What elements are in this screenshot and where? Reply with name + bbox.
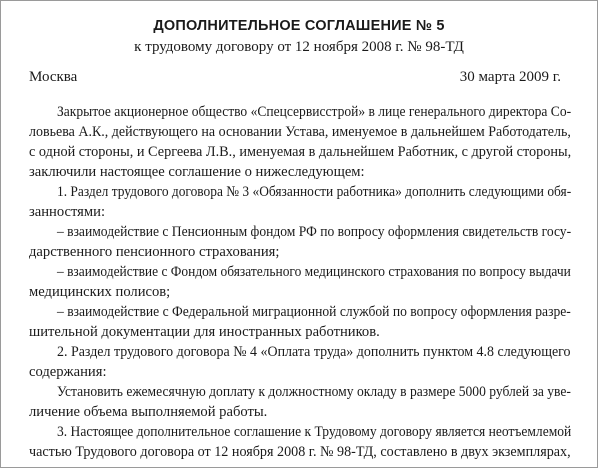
body-line: личение объема выполняемой работы. bbox=[29, 404, 268, 420]
body-line: – взаимодействие с Пенсионным фондом РФ по вопросу оформления свидетельств госу- bbox=[57, 224, 572, 240]
body-line: Установить ежемесячную доплату к должностному окладу в размере 5000 рублей за уве- bbox=[57, 384, 571, 400]
body-line: – взаимодействие с Фондом обязательного медицинского страхования по вопросу выдачи bbox=[57, 264, 571, 280]
body-line: медицинских полисов; bbox=[29, 284, 171, 300]
body-line: содержания: bbox=[29, 364, 107, 380]
body-line: – взаимодействие с Федеральной миграционной службой по вопросу оформления разре- bbox=[57, 304, 571, 320]
body-line: ловьева А.К., действующего на основании Устава, именуемое в дальнейшем Работодатель, bbox=[29, 124, 571, 140]
body-line: 3. Настоящее дополнительное соглашение к Трудовому договору является неотъемлемой bbox=[57, 424, 572, 440]
document-subtitle: к трудовому договору от 12 ноября 2008 г. № 98-ТД bbox=[134, 39, 464, 55]
document-date: 30 марта 2009 г. bbox=[459, 69, 561, 85]
document-city: Москва bbox=[29, 69, 78, 85]
body-line: с одной стороны, и Сергеева Л.В., именуемая в дальнейшем Работник, с другой стороны, bbox=[29, 144, 572, 160]
body-line: дарственного пенсионного страхования; bbox=[29, 244, 280, 260]
body-line: 1. Раздел трудового договора № 3 «Обязанности работника» дополнить следующими обя- bbox=[57, 184, 572, 200]
body-line: занностями: bbox=[29, 204, 105, 220]
body-line: 2. Раздел трудового договора № 4 «Оплата труда» дополнить пунктом 4.8 следующего bbox=[57, 344, 571, 360]
body-line: Закрытое акционерное общество «Спецсервисстрой» в лице генерального директора Со- bbox=[57, 104, 572, 120]
document-title: ДОПОЛНИТЕЛЬНОЕ СОГЛАШЕНИЕ № 5 bbox=[153, 18, 445, 34]
body-line: частью Трудового договора от 12 ноября 2008 г. № 98-ТД, составлено в двух экземплярах, bbox=[29, 444, 571, 460]
body-line: шительной документации для иностранных работников. bbox=[29, 324, 380, 340]
body-line: заключили настоящее соглашение о нижеследующем: bbox=[29, 164, 365, 180]
